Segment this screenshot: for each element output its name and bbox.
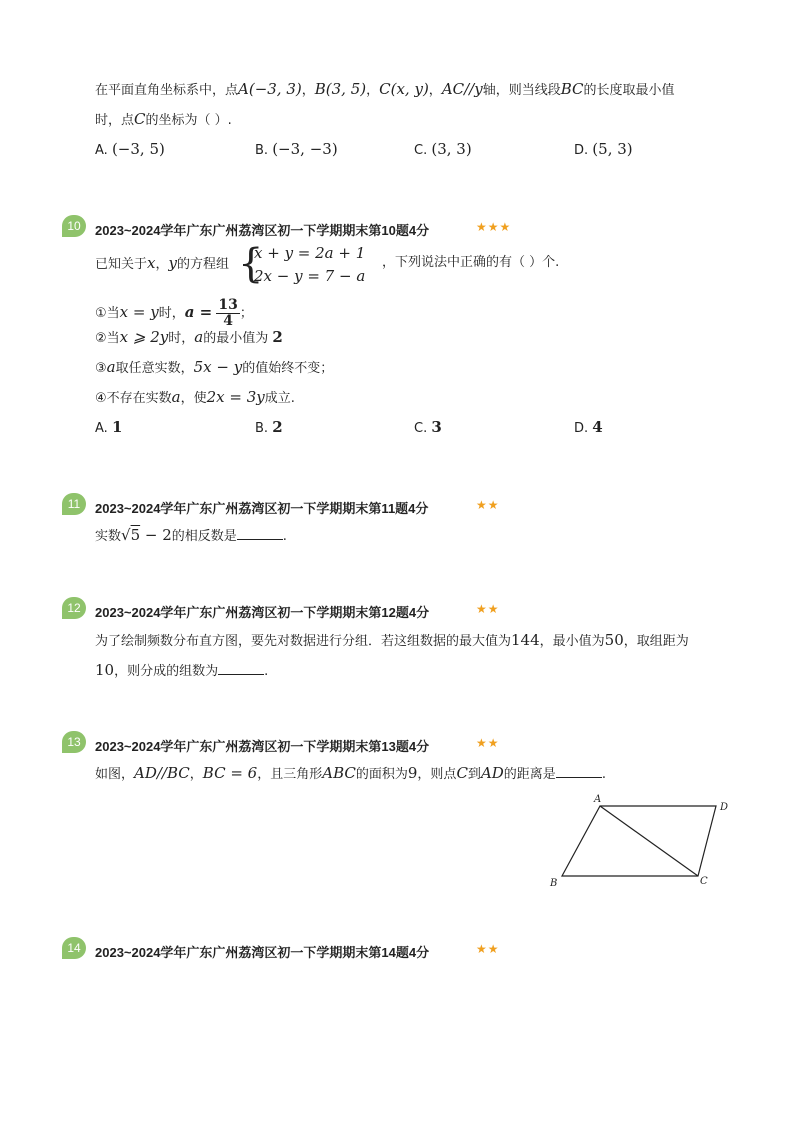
expr: x = y bbox=[119, 303, 159, 321]
option-value: (−3, −3) bbox=[272, 140, 338, 158]
statement-4 bbox=[95, 388, 295, 408]
radicand: 5 bbox=[130, 526, 141, 544]
fraction bbox=[216, 298, 239, 329]
var: y bbox=[168, 254, 177, 272]
q12-line2 bbox=[95, 661, 268, 681]
denominator: 4 bbox=[223, 313, 233, 329]
option-label: A. bbox=[95, 143, 108, 158]
text: 的值始终不变； bbox=[242, 361, 334, 376]
var: a bbox=[171, 388, 181, 406]
question-number-badge: 10 bbox=[62, 215, 86, 237]
option-label: D. bbox=[574, 143, 589, 158]
q10-option-a[interactable] bbox=[95, 418, 122, 436]
difficulty-stars: ★★★ bbox=[476, 220, 512, 234]
expr: AD bbox=[480, 764, 504, 782]
sqrt-sign: √ bbox=[121, 526, 131, 544]
q12-line1 bbox=[95, 631, 689, 651]
q10-option-d[interactable] bbox=[574, 418, 603, 436]
difficulty-stars: ★★ bbox=[476, 602, 500, 616]
text: ④不存在实数 bbox=[95, 391, 172, 406]
text: 轴，则当线段 bbox=[482, 83, 561, 98]
q13-body bbox=[95, 764, 606, 784]
option-value: (3, 3) bbox=[431, 140, 472, 158]
text: 的距离是 bbox=[503, 767, 556, 782]
q9-option-b[interactable] bbox=[255, 140, 338, 158]
text: 的长度取最小值 bbox=[583, 83, 675, 98]
var: x bbox=[147, 254, 156, 272]
difficulty-stars: ★★ bbox=[476, 736, 500, 750]
value: 144 bbox=[511, 631, 540, 649]
answer-blank[interactable] bbox=[556, 765, 602, 778]
text: 的最小值为 bbox=[203, 331, 269, 346]
expr: x ⩾ 2y bbox=[119, 328, 169, 346]
option-value: 3 bbox=[431, 418, 442, 436]
question-number-badge: 12 bbox=[62, 597, 86, 619]
question-header: 2023~2024学年广东广州荔湾区初一下学期期末第12题4分 bbox=[95, 605, 430, 620]
point-c: C(x, y) bbox=[379, 80, 429, 98]
question-number-badge: 14 bbox=[62, 937, 86, 959]
option-value: (5, 3) bbox=[592, 140, 633, 158]
system-brace: { bbox=[238, 241, 264, 287]
sep: ， bbox=[155, 257, 169, 272]
q9-line1 bbox=[95, 80, 675, 100]
numerator: 13 bbox=[218, 297, 238, 313]
q9-option-d[interactable] bbox=[574, 140, 633, 158]
label-a: A bbox=[594, 794, 602, 805]
expr: 2x = 3y bbox=[206, 388, 265, 406]
text: ③ bbox=[95, 361, 107, 376]
expr: AD//BC bbox=[134, 764, 190, 782]
condition: AC//y bbox=[441, 80, 483, 98]
equation-1: x + y = 2a + 1 bbox=[254, 244, 366, 262]
statement-2 bbox=[95, 328, 283, 348]
option-value: 1 bbox=[111, 418, 123, 436]
point-a: A(−3, 3) bbox=[238, 80, 302, 98]
difficulty-stars: ★★ bbox=[476, 498, 500, 512]
question-header: 2023~2024学年广东广州荔湾区初一下学期期末第13题4分 bbox=[95, 739, 430, 754]
option-label: B. bbox=[255, 421, 269, 436]
q10-option-b[interactable] bbox=[255, 418, 283, 436]
option-label: C. bbox=[414, 143, 428, 158]
text: ，则点 bbox=[417, 767, 457, 782]
q9-option-a[interactable] bbox=[95, 140, 165, 158]
text: 的方程组 bbox=[176, 257, 229, 272]
text: 取任意实数， bbox=[115, 361, 194, 376]
option-value: 2 bbox=[272, 418, 283, 436]
statement-1 bbox=[95, 295, 253, 331]
question-header: 2023~2024学年广东广州荔湾区初一下学期期末第14题4分 bbox=[95, 945, 430, 960]
statement-3 bbox=[95, 358, 333, 378]
q9-option-c[interactable] bbox=[414, 140, 472, 158]
label-b: B bbox=[550, 878, 558, 889]
text: . bbox=[282, 529, 287, 544]
q10-intro-tail: ，下列说法中正确的有（ ）个. bbox=[382, 255, 560, 270]
point-b: B(3, 5) bbox=[314, 80, 367, 98]
var: a bbox=[194, 328, 204, 346]
var: a bbox=[106, 358, 116, 376]
text: ②当 bbox=[95, 331, 120, 346]
text: . bbox=[264, 664, 269, 679]
text: 的相反数是 bbox=[171, 529, 237, 544]
segment: BC bbox=[560, 80, 584, 98]
option-label: A. bbox=[95, 421, 108, 436]
q10-intro bbox=[95, 254, 229, 274]
expr: a = bbox=[184, 303, 213, 321]
text: 的面积为 bbox=[355, 767, 408, 782]
text: 时， bbox=[168, 331, 195, 346]
trapezoid-outline bbox=[562, 806, 716, 876]
answer-blank[interactable] bbox=[237, 527, 283, 540]
text: ，且三角形 bbox=[257, 767, 323, 782]
text: ，最小值为 bbox=[539, 634, 605, 649]
sep: ， bbox=[428, 83, 442, 98]
value: 9 bbox=[407, 764, 418, 782]
sep: ， bbox=[366, 83, 380, 98]
q9-line2 bbox=[95, 110, 232, 130]
option-label: D. bbox=[574, 421, 589, 436]
label-c: C bbox=[700, 876, 708, 887]
option-value: 4 bbox=[592, 418, 603, 436]
question-header: 2023~2024学年广东广州荔湾区初一下学期期末第11题4分 bbox=[95, 501, 429, 516]
expr: − 2 bbox=[140, 526, 172, 544]
answer-blank[interactable] bbox=[218, 662, 264, 675]
text: ，使 bbox=[180, 391, 207, 406]
option-label: B. bbox=[255, 143, 269, 158]
value: 50 bbox=[604, 631, 624, 649]
text: 实数 bbox=[95, 529, 122, 544]
text: 在平面直角坐标系中，点 bbox=[95, 83, 239, 98]
text: 为了绘制频数分布直方图，要先对数据进行分组．若这组数据的最大值为 bbox=[95, 634, 512, 649]
sep: ， bbox=[189, 767, 203, 782]
question-number-badge: 11 bbox=[62, 493, 86, 515]
var: C bbox=[456, 764, 468, 782]
var: C bbox=[134, 110, 146, 128]
sep: ， bbox=[301, 83, 315, 98]
expr: 5x − y bbox=[193, 358, 243, 376]
text: 到 bbox=[467, 767, 481, 782]
text: . bbox=[601, 767, 606, 782]
text: 的坐标为（ ）. bbox=[145, 113, 232, 128]
text: 如图， bbox=[95, 767, 135, 782]
trapezoid-figure bbox=[540, 792, 740, 892]
text: 时，点 bbox=[95, 113, 135, 128]
value: 10 bbox=[95, 661, 115, 679]
text: ； bbox=[239, 306, 253, 321]
value: 2 bbox=[272, 328, 283, 346]
text: ，取组距为 bbox=[623, 634, 689, 649]
question-number-badge: 13 bbox=[62, 731, 86, 753]
text: ①当 bbox=[95, 306, 120, 321]
equation-2: 2x − y = 7 − a bbox=[254, 267, 366, 285]
q11-body bbox=[95, 526, 287, 546]
option-label: C. bbox=[414, 421, 428, 436]
question-header: 2023~2024学年广东广州荔湾区初一下学期期末第10题4分 bbox=[95, 223, 430, 238]
diagonal-ac bbox=[600, 806, 698, 876]
text: 时， bbox=[158, 306, 185, 321]
text: 成立. bbox=[264, 391, 295, 406]
q10-option-c[interactable] bbox=[414, 418, 442, 436]
label-d: D bbox=[720, 802, 729, 813]
text: 已知关于 bbox=[95, 257, 148, 272]
option-value: (−3, 5) bbox=[111, 140, 165, 158]
expr: BC = 6 bbox=[202, 764, 258, 782]
text: ，则分成的组数为 bbox=[114, 664, 219, 679]
expr: ABC bbox=[322, 764, 356, 782]
difficulty-stars: ★★ bbox=[476, 942, 500, 956]
